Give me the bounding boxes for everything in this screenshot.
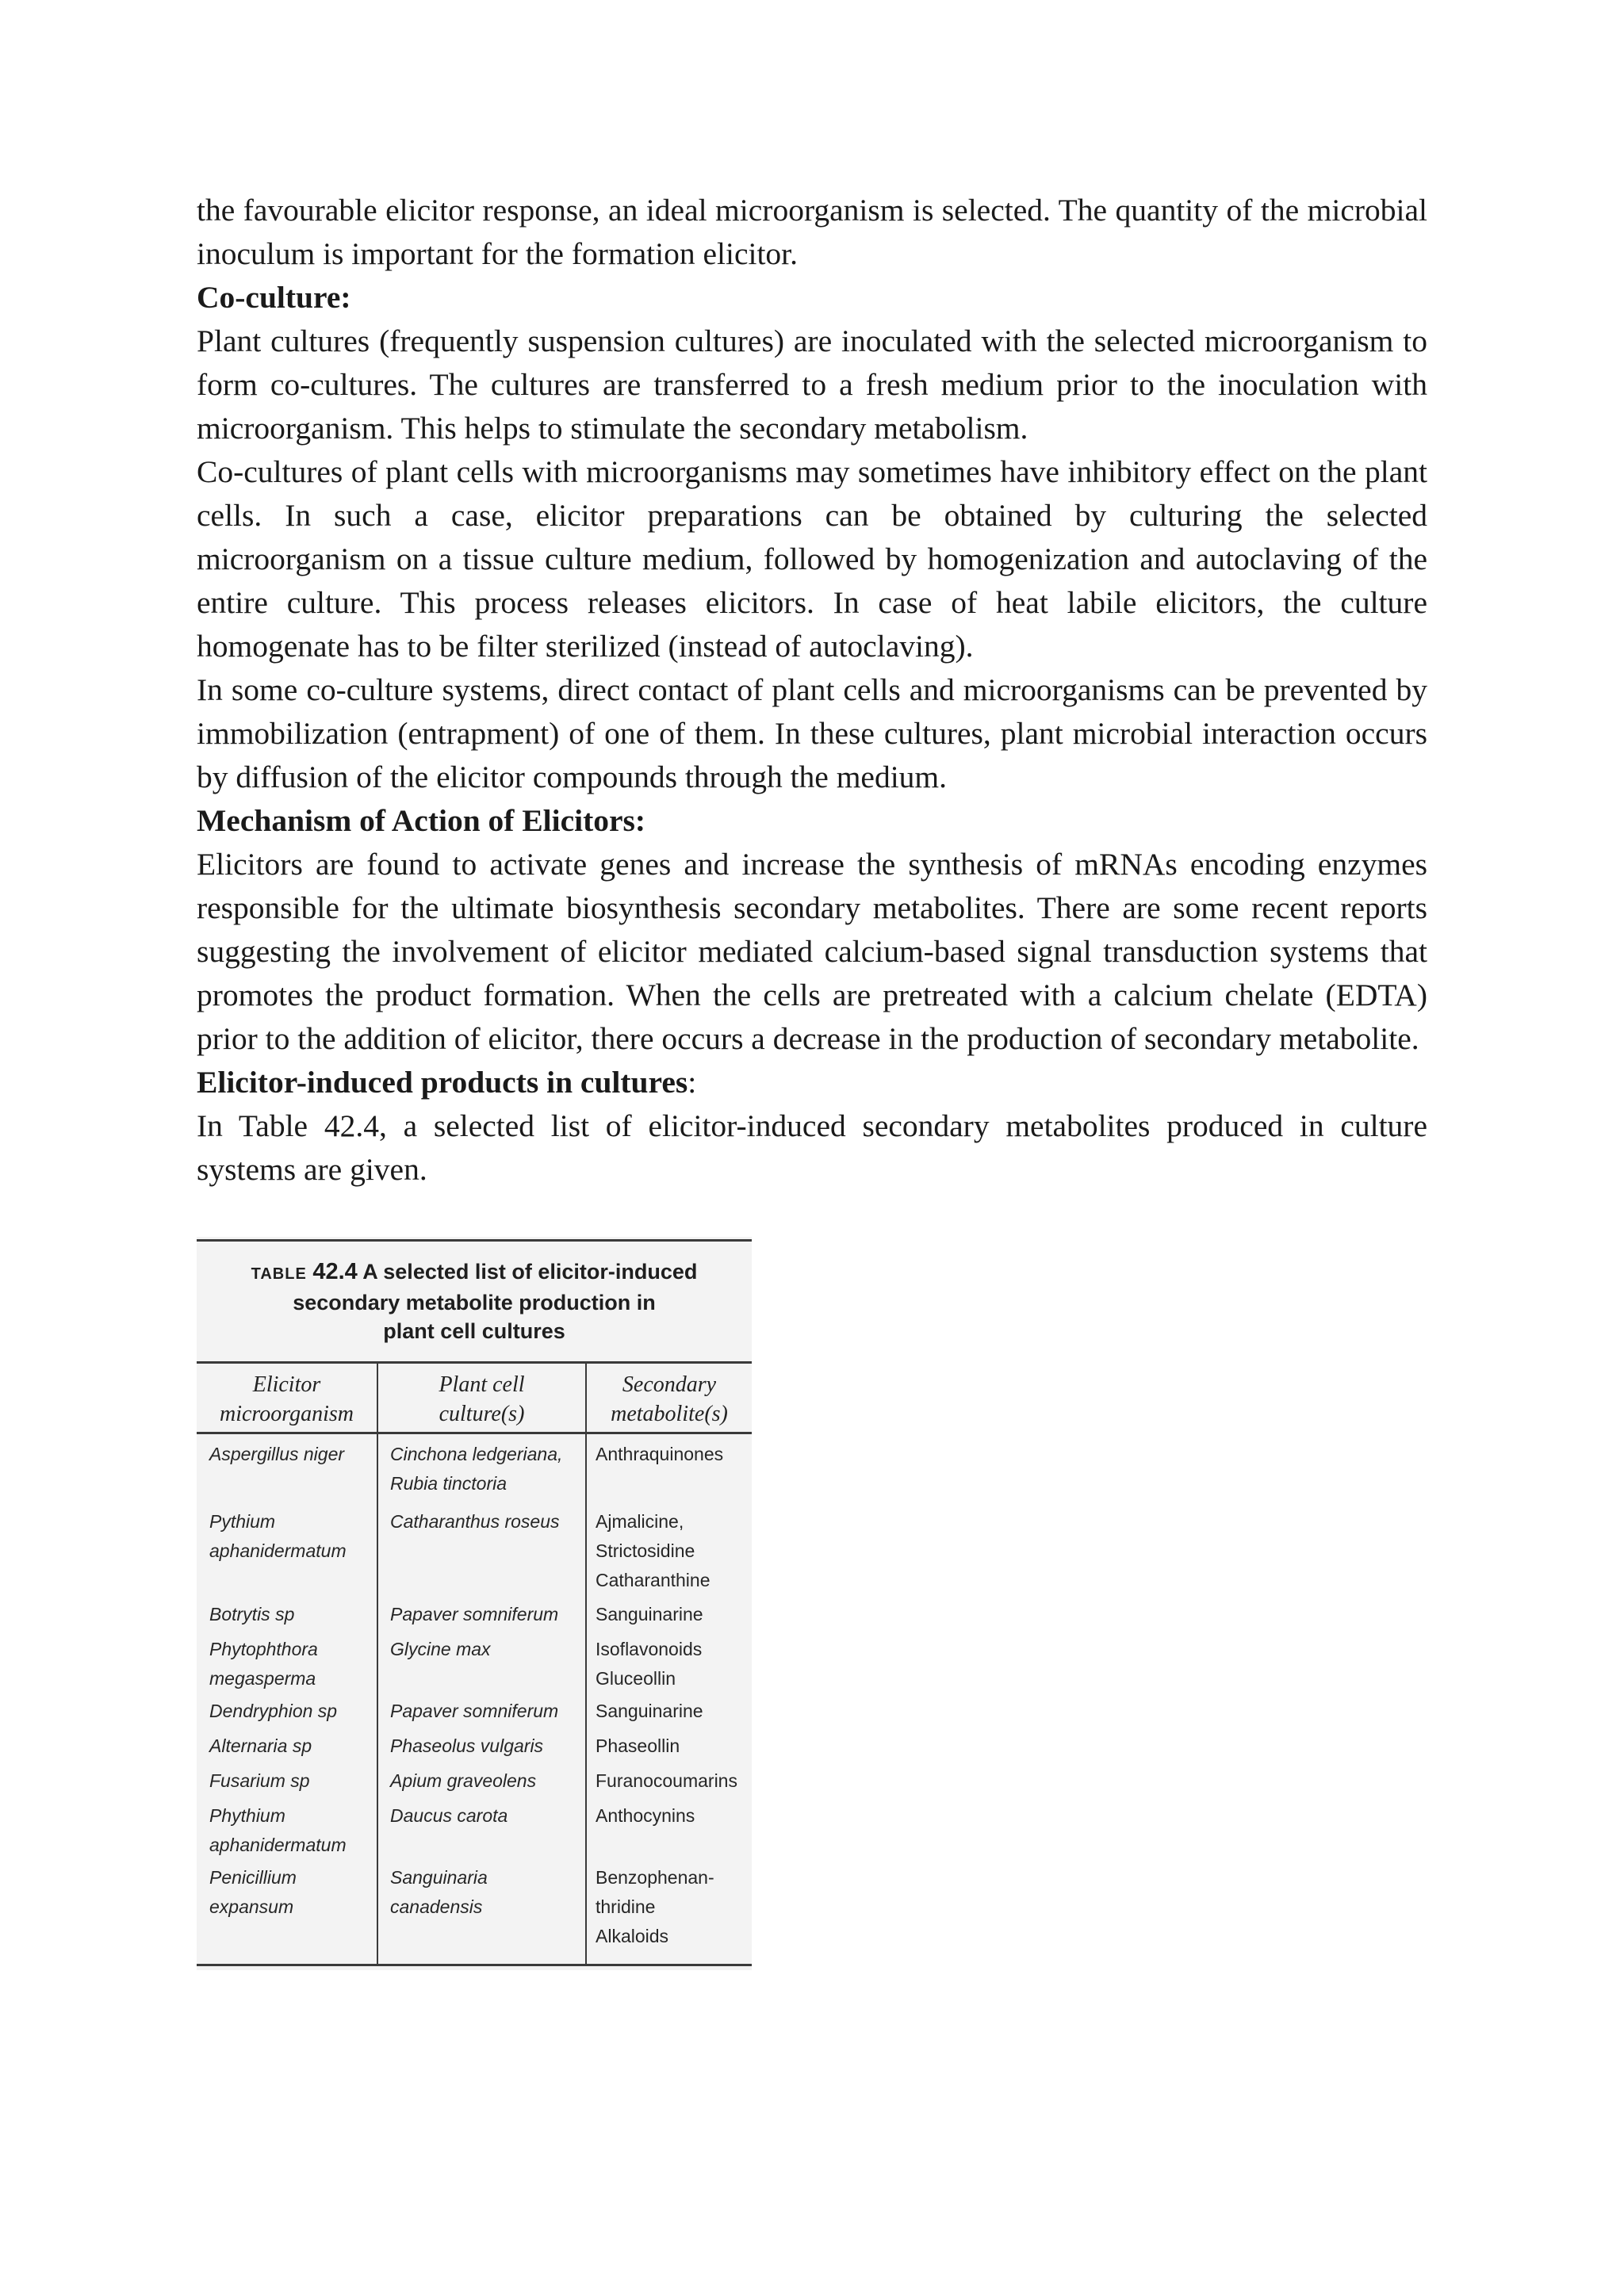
table-caption-line-1 bbox=[197, 1257, 752, 1288]
column-header-culture-line-2: culture(s) bbox=[439, 1402, 525, 1426]
table-header-bottom-rule bbox=[197, 1432, 752, 1434]
table-cell-microorganism: Dendryphion sp bbox=[209, 1701, 338, 1721]
table-cell-metabolite: Sanguinarine bbox=[596, 1701, 703, 1721]
column-header-microorganism bbox=[197, 1370, 377, 1429]
column-header-metabolite bbox=[587, 1370, 752, 1429]
table-cell-metabolite: Isoflavonoids bbox=[596, 1639, 703, 1659]
column-header-metabolite-line-1: Secondary bbox=[622, 1372, 717, 1397]
table-caption bbox=[197, 1257, 752, 1345]
table-cell-culture: Cinchona ledgeriana, bbox=[390, 1444, 563, 1464]
table-cell-metabolite: Catharanthine bbox=[596, 1570, 710, 1590]
table-cell-metabolite: Alkaloids bbox=[596, 1926, 669, 1946]
table-cell-culture: Rubia tinctoria bbox=[390, 1473, 508, 1494]
table-cell-culture: Apium graveolens bbox=[390, 1770, 537, 1791]
table-cell-metabolite: Phaseollin bbox=[596, 1735, 680, 1756]
table-cell-culture: Phaseolus vulgaris bbox=[390, 1735, 544, 1756]
mechanism-paragraph: Elicitors are found to activate genes and increase the synthesis of mRNAs encoding enzymes responsible for the ultimate biosynthesis secondary metabolites. There are some recent reports suggesting the involvement of elicitor mediated calcium-based signal transduction systems that promotes the product formation. When the cells are pretreated with a calcium chelate (EDTA) prior to the addition of elicitor, there occurs a decrease in the production of secondary metabolite. bbox=[197, 847, 1427, 1056]
table-cell-microorganism: Botrytis sp bbox=[209, 1604, 295, 1624]
coculture-paragraph-2: Co-cultures of plant cells with microorganisms may sometimes have inhibitory effect on the plant cells. In such a case, elicitor preparations can be obtained by culturing the selected microorganism on a tissue culture medium, followed by homogenization and autoclaving of the entire culture. This process releases elicitors. In case of heat labile elicitors, the culture homogenate has to be filter sterilized (instead of autoclaving). bbox=[197, 454, 1427, 664]
intro-paragraph: the favourable elicitor response, an ideal microorganism is selected. The quantity of the microbial inoculum is important for the formation elicitor. bbox=[197, 193, 1427, 271]
column-header-culture bbox=[378, 1370, 585, 1429]
table-caption-number: 42.4 bbox=[312, 1259, 358, 1284]
table-caption-word: TABLE bbox=[251, 1265, 307, 1283]
table-cell-culture: Sanguinaria bbox=[390, 1867, 488, 1888]
column-header-microorganism-line-2: microorganism bbox=[219, 1402, 354, 1426]
column-header-metabolite-line-2: metabolite(s) bbox=[611, 1402, 728, 1426]
table-cell-microorganism: Penicillium bbox=[209, 1867, 297, 1888]
column-header-microorganism-line-1: Elicitor bbox=[252, 1372, 321, 1397]
document-body bbox=[197, 189, 1427, 1192]
table-cell-culture: Catharanthus roseus bbox=[390, 1511, 560, 1532]
products-heading-text: Elicitor-induced products in cultures bbox=[197, 1065, 688, 1100]
table-cell-metabolite: Furanocoumarins bbox=[596, 1770, 737, 1791]
table-cell-microorganism: Fusarium sp bbox=[209, 1770, 310, 1791]
table-cell-microorganism: megasperma bbox=[209, 1668, 316, 1689]
table-cell-metabolite: thridine bbox=[596, 1896, 656, 1917]
table-column-divider-1 bbox=[377, 1362, 378, 1965]
products-paragraph: In Table 42.4, a selected list of elicitor-induced secondary metabolites produced in culture systems are given. bbox=[197, 1108, 1427, 1187]
table-cell-microorganism: Pythium bbox=[209, 1511, 276, 1532]
coculture-heading: Co-culture: bbox=[197, 280, 351, 315]
table-caption-title-1: A selected list of elicitor-induced bbox=[362, 1260, 698, 1284]
table-cell-metabolite: Sanguinarine bbox=[596, 1604, 703, 1624]
table-cell-culture: Daucus carota bbox=[390, 1805, 508, 1826]
table-cell-microorganism: expansum bbox=[209, 1896, 294, 1917]
products-heading-colon: : bbox=[688, 1065, 697, 1100]
table-cell-microorganism: aphanidermatum bbox=[209, 1835, 347, 1855]
table-figure bbox=[197, 1237, 752, 1970]
table-caption-line-2: secondary metabolite production in bbox=[293, 1291, 656, 1314]
table-cell-metabolite: Anthocynins bbox=[596, 1805, 695, 1826]
table-cell-metabolite: Benzophenan- bbox=[596, 1867, 714, 1888]
table-column-divider-2 bbox=[585, 1362, 587, 1965]
table-bottom-rule bbox=[197, 1964, 752, 1966]
products-heading bbox=[197, 1061, 1427, 1104]
table-cell-metabolite: Ajmalicine, bbox=[596, 1511, 684, 1532]
coculture-paragraph-1: Plant cultures (frequently suspension cultures) are inoculated with the selected microorganism to form co-cultures. The cultures are transferred to a fresh medium prior to the inoculation with microorganism. This helps to stimulate the secondary metabolism. bbox=[197, 323, 1427, 446]
column-header-culture-line-1: Plant cell bbox=[439, 1372, 525, 1397]
table-header-top-rule bbox=[197, 1361, 752, 1364]
table-cell-microorganism: Aspergillus niger bbox=[209, 1444, 345, 1464]
table-cell-microorganism: Alternaria sp bbox=[209, 1735, 312, 1756]
table-cell-culture: Glycine max bbox=[390, 1639, 491, 1659]
table-cell-culture: canadensis bbox=[390, 1896, 483, 1917]
table-cell-metabolite: Strictosidine bbox=[596, 1540, 695, 1561]
table-cell-culture: Papaver somniferum bbox=[390, 1701, 559, 1721]
table-cell-microorganism: aphanidermatum bbox=[209, 1540, 347, 1561]
table-cell-culture: Papaver somniferum bbox=[390, 1604, 559, 1624]
table-caption-line-3: plant cell cultures bbox=[383, 1319, 565, 1343]
table-top-rule bbox=[197, 1239, 752, 1242]
table-cell-metabolite: Gluceollin bbox=[596, 1668, 676, 1689]
table-cell-metabolite: Anthraquinones bbox=[596, 1444, 724, 1464]
table-cell-microorganism: Phytophthora bbox=[209, 1639, 318, 1659]
coculture-paragraph-3: In some co-culture systems, direct contact of plant cells and microorganisms can be prevented by immobilization (entrapment) of one of them. In these cultures, plant microbial interaction occurs by diffusion of the elicitor compounds through the medium. bbox=[197, 672, 1427, 794]
table-cell-microorganism: Phythium bbox=[209, 1805, 285, 1826]
mechanism-heading: Mechanism of Action of Elicitors: bbox=[197, 803, 646, 838]
